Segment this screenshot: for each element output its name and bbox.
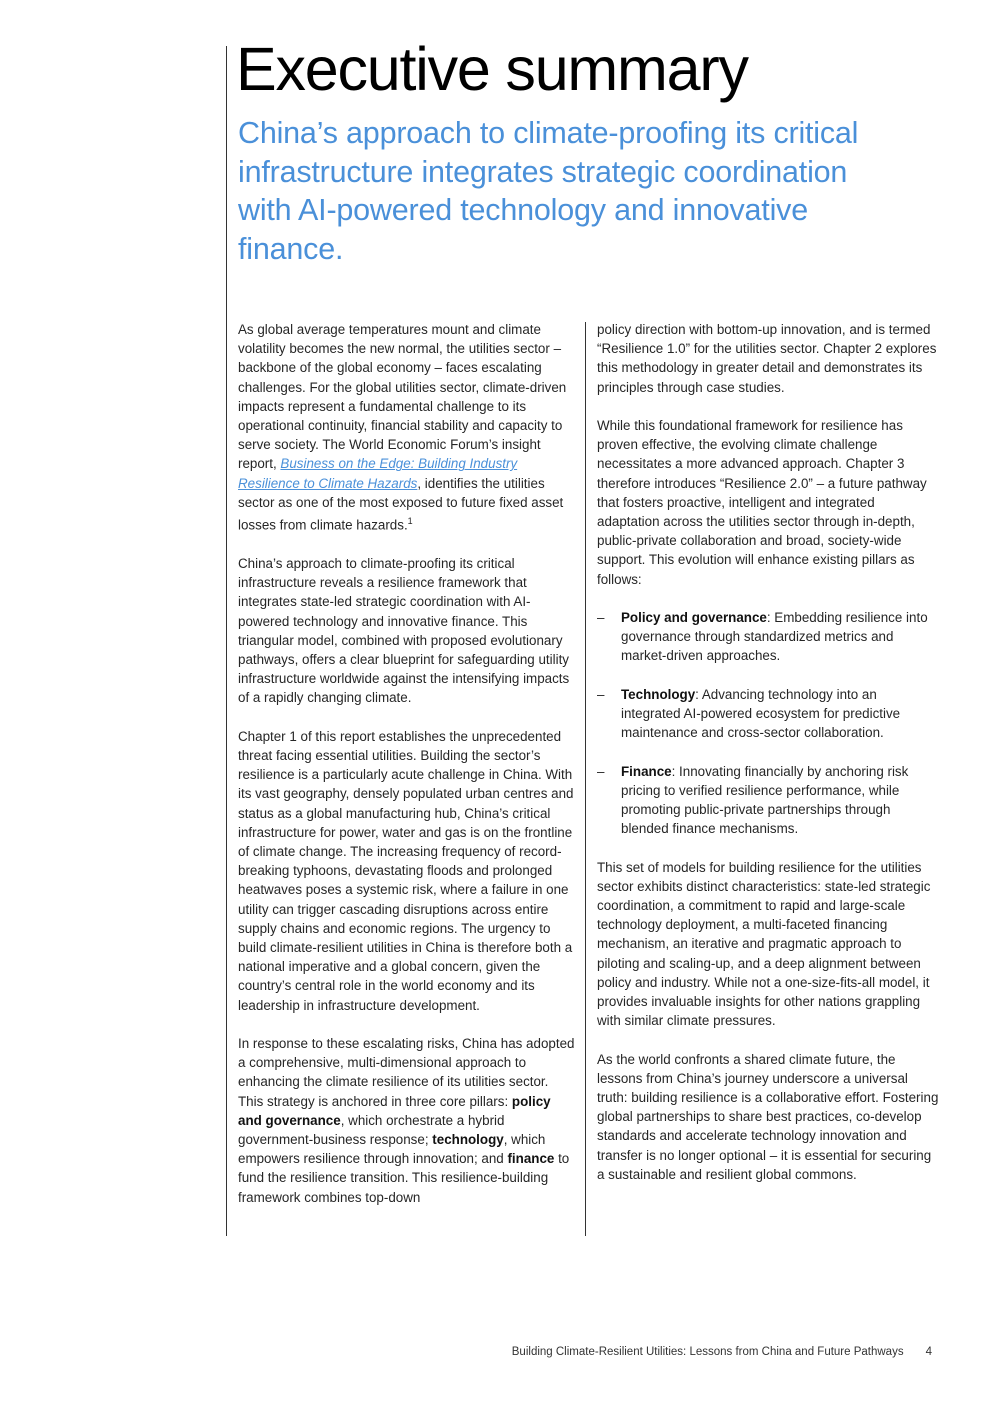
footer-report-title: Lessons from China and Future Pathways [686, 1346, 904, 1358]
bullet-item [597, 608, 939, 666]
left-column [238, 320, 576, 1226]
bullet-text: : Embedding resilience into governance through standardized metrics and market-driven approaches. [621, 610, 928, 664]
footer-report-title-bold: Building Climate-Resilient Utilities: [511, 1346, 687, 1358]
page-title: Executive summary [236, 35, 748, 103]
bullet-text: : Advancing technology into an integrated AI-powered ecosystem for predictive maintenance and cross-sector collaboration. [621, 686, 901, 741]
pillar-term: policy and governance [238, 1093, 551, 1128]
paragraph-text: As global average temperatures mount and climate volatility becomes the new normal, the utilities sector – backbone of the global economy – faces escalating challenges. For the global utilities sector, climate-driven impacts represent a fundamental challenge to its operational continuity, financial stability and capacity to serve society. The World Economic Forum’s insight report, [238, 322, 567, 472]
footnote-marker[interactable]: 1 [407, 516, 413, 527]
report-link[interactable]: Business on the Edge: Building Industry Resilience to Climate Hazards [238, 456, 518, 491]
bullet-dash: – [597, 610, 605, 626]
bullet-dash: – [597, 686, 605, 702]
left-margin-rule [226, 46, 227, 1236]
paragraph: policy direction with bottom-up innovation, and is termed “Resilience 1.0” for the utilities sector. Chapter 2 explores this methodology in greater detail and demonstrates its principles through case studies. [597, 322, 937, 395]
paragraph: Chapter 1 of this report establishes the unprecedented threat facing essential utilities. Building the sector’s resilience is a particularly acute challenge in China. With its vast geography, densely populated urban centres and status as a global manufacturing hub, China’s critical infrastructure for power, water and gas is on the frontline of climate change. The increasing frequency of record-breaking typhoons, devastating floods and prolonged heatwaves poses a systemic risk, where a failure in one utility can trigger cascading disruptions across entire supply chains and economic regions. The urgency to build climate-resilient utilities in China is therefore both a national imperative and a global concern, given the country’s central role in the world economy and its leadership in infrastructure development. [238, 728, 574, 1013]
paragraph [238, 1034, 576, 1207]
page-subtitle: China’s approach to climate-proofing its critical infrastructure integrates strategic coordination with AI-powered technology and innovative finance. [238, 116, 859, 266]
bullet-term: Policy and governance [621, 610, 767, 626]
paragraph: China’s approach to climate-proofing its critical infrastructure reveals a resilience framework that integrates state-led strategic coordination with AI-powered technology and innovative finance. This triangular model, combined with proposed evolutionary pathways, offers a clear blueprint for safeguarding utility infrastructure worldwide against the intensifying impacts of a rapidly changing climate. [238, 555, 570, 706]
bullet-text: : Innovating financially by anchoring risk pricing to verified resilience performance, while promoting public-private partnerships through blended finance mechanisms. [621, 763, 909, 837]
paragraph [238, 320, 576, 535]
paragraph: This set of models for building resilience for the utilities sector exhibits distinct characteristics: state-led strategic coordination, a commitment to rapid and large-scale technology deployment, a multi-faceted financing mechanism, an iterative and pragmatic approach to piloting and scaling-up, and a deep alignment between policy and industry. While not a one-size-fits-all model, it provides invaluable insights for other nations grappling with similar climate pressures. [597, 859, 931, 1029]
bullet-item [597, 685, 939, 743]
paragraph-text: to fund the resilience transition. This resilience-building framework combines top-down [238, 1151, 570, 1205]
page-footer [512, 1346, 932, 1358]
paragraph: As the world confronts a shared climate future, the lessons from China’s journey underscore a universal truth: building resilience is a collaborative effort. Fostering global partnerships to share best practices, co-develop standards and accelerate technology innovation and transfer is no longer optional – it is essential for securing a sustainable and resilient global commons. [597, 1051, 939, 1182]
bullet-item [597, 762, 939, 839]
pillar-term: technology [432, 1131, 504, 1147]
page-number: 4 [925, 1346, 932, 1358]
paragraph-text: , which empowers resilience through innovation; and [238, 1131, 546, 1167]
column-divider-rule [585, 322, 586, 1236]
bullet-term: Technology [621, 686, 696, 702]
bullet-dash: – [597, 763, 605, 779]
paragraph-text: , identifies the utilities sector as one of the most exposed to future fixed asset losses from climate hazards. [238, 475, 564, 533]
right-column [597, 320, 939, 1203]
paragraph: While this foundational framework for resilience has proven effective, the evolving climate challenge necessitates a more advanced approach. Chapter 3 therefore introduces “Resilience 2.0” – a future pathway that fosters proactive, intelligent and integrated adaptation across the utilities sector through in-depth, public-private collaboration and broad, society-wide support. This evolution will enhance existing pillars as follows: [597, 418, 927, 587]
paragraph-text: , which orchestrate a hybrid government-business response; [238, 1112, 505, 1147]
pillar-term: finance [507, 1151, 555, 1167]
paragraph-text: In response to these escalating risks, China has adopted a comprehensive, multi-dimensional approach to enhancing the climate resilience of its utilities sector. This strategy is anchored in three core pillars: [238, 1035, 575, 1109]
bullet-term: Finance [621, 763, 672, 779]
